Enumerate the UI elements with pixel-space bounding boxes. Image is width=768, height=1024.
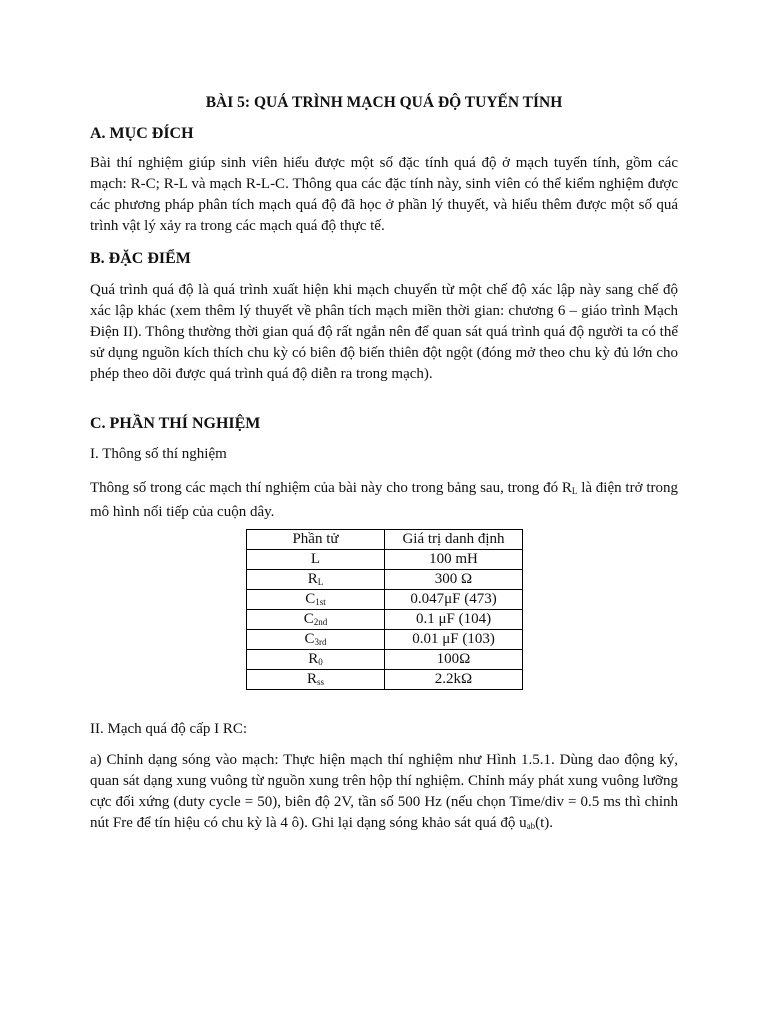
component-value-cell: 0.1 μF (104) (385, 610, 523, 630)
component-name-cell (247, 550, 385, 570)
step-a-text-end: (t). (535, 815, 554, 831)
component-name-cell (247, 670, 385, 690)
component-value-cell: 300 Ω (385, 570, 523, 590)
component-subscript: 2nd (313, 617, 328, 627)
table-row (247, 550, 523, 570)
page-title: BÀI 5: QUÁ TRÌNH MẠCH QUÁ ĐỘ TUYẾN TÍNH (205, 94, 563, 111)
component-value-cell: 0.01 μF (103) (385, 630, 523, 650)
intro-text-subscript: L (571, 486, 578, 496)
parameters-intro-paragraph (90, 478, 678, 523)
section-b-heading: B. ĐẶC ĐIỂM (90, 250, 191, 267)
component-name-cell (247, 610, 385, 630)
table-row (247, 630, 523, 650)
table-header-cell: Giá trị danh định (385, 530, 523, 550)
section-a-paragraph: Bài thí nghiệm giúp sinh viên hiểu được một số đặc tính quá độ ở mạch tuyến tính, gồm các mạch: R-C; R-L và mạch R-L-C. Thông qua các đặc tính này, sinh viên có thể kiểm nghiệm được các phương pháp phân tích mạch quá độ đã học ở phần lý thuyết, và hiểu thêm được một số quá trình vật lý xảy ra trong các mạch quá độ thực tế. (90, 155, 678, 234)
component-subscript: 1st (315, 597, 326, 607)
component-symbol: C (304, 631, 315, 647)
section-a-heading: A. MỤC ĐÍCH (90, 125, 194, 142)
component-name-cell (247, 590, 385, 610)
intro-text-end: là điện trở trong mô hình nối tiếp của cuộn dây. (90, 480, 678, 520)
component-symbol: R (306, 671, 317, 687)
subsection-rc-circuit: II. Mạch quá độ cấp I RC: (90, 721, 248, 737)
component-symbol: L (310, 551, 321, 567)
subsection-parameters: I. Thông số thí nghiệm (90, 446, 227, 462)
table-row (247, 590, 523, 610)
component-symbol: R (308, 651, 319, 667)
component-value-cell: 100 mH (385, 550, 523, 570)
step-a-paragraph (90, 750, 678, 837)
section-b-paragraph: Quá trình quá độ là quá trình xuất hiện khi mạch chuyển từ một chế độ xác lập này sang chế độ xác lập khác (xem thêm lý thuyết về phân tích mạch miền thời gian: chương 6 – giáo trình Mạch Điện II). Thông thường thời gian quá độ rất ngắn nên để quan sát quá trình quá độ người ta có thể sử dụng nguồn kích thích chu kỳ có biên độ biến thiên đột ngột (đóng mở theo chu kỳ đủ lớn cho phép theo dõi được quá trình quá độ diễn ra trong mạch). (90, 282, 678, 382)
table-header-cell: Phần tử (247, 530, 385, 550)
component-value-cell: 100Ω (385, 650, 523, 670)
component-symbol: R (307, 571, 318, 587)
component-name-cell (247, 570, 385, 590)
table-row (247, 650, 523, 670)
section-c-heading: C. PHẦN THÍ NGHIỆM (90, 415, 261, 432)
component-subscript: ss (317, 677, 325, 687)
table-row (247, 670, 523, 690)
component-subscript: 0 (318, 657, 323, 667)
component-name-cell (247, 630, 385, 650)
component-subscript: L (317, 577, 324, 587)
component-table (246, 529, 523, 690)
component-name-cell (247, 650, 385, 670)
component-symbol: C (303, 611, 314, 627)
step-a-subscript: ab (526, 821, 536, 831)
table-header-row (247, 530, 523, 550)
table-row (247, 570, 523, 590)
component-value-cell: 2.2kΩ (385, 670, 523, 690)
step-a-text: a) Chỉnh dạng sóng vào mạch: Thực hiện mạch thí nghiệm như Hình 1.5.1. Dùng dao động ký, quan sát dạng xung vuông từ nguồn xung trên hộp thí nghiệm. Chỉnh máy phát xung vuông lưỡng cực đối xứng (duty cycle = 50), biên độ 2V, tần số 500 Hz (nếu chọn Time/div = 0.5 ms thì chỉnh nút Fre để tín hiệu có chu kỳ là 4 ô). Ghi lại dạng sóng khảo sát quá độ u (90, 752, 678, 831)
intro-text-start: Thông số trong các mạch thí nghiệm của bài này cho trong bảng sau, trong đó R (90, 480, 572, 496)
table-row (247, 610, 523, 630)
component-value-cell: 0.047μF (473) (385, 590, 523, 610)
component-subscript: 3rd (314, 637, 327, 647)
component-symbol: C (305, 591, 316, 607)
